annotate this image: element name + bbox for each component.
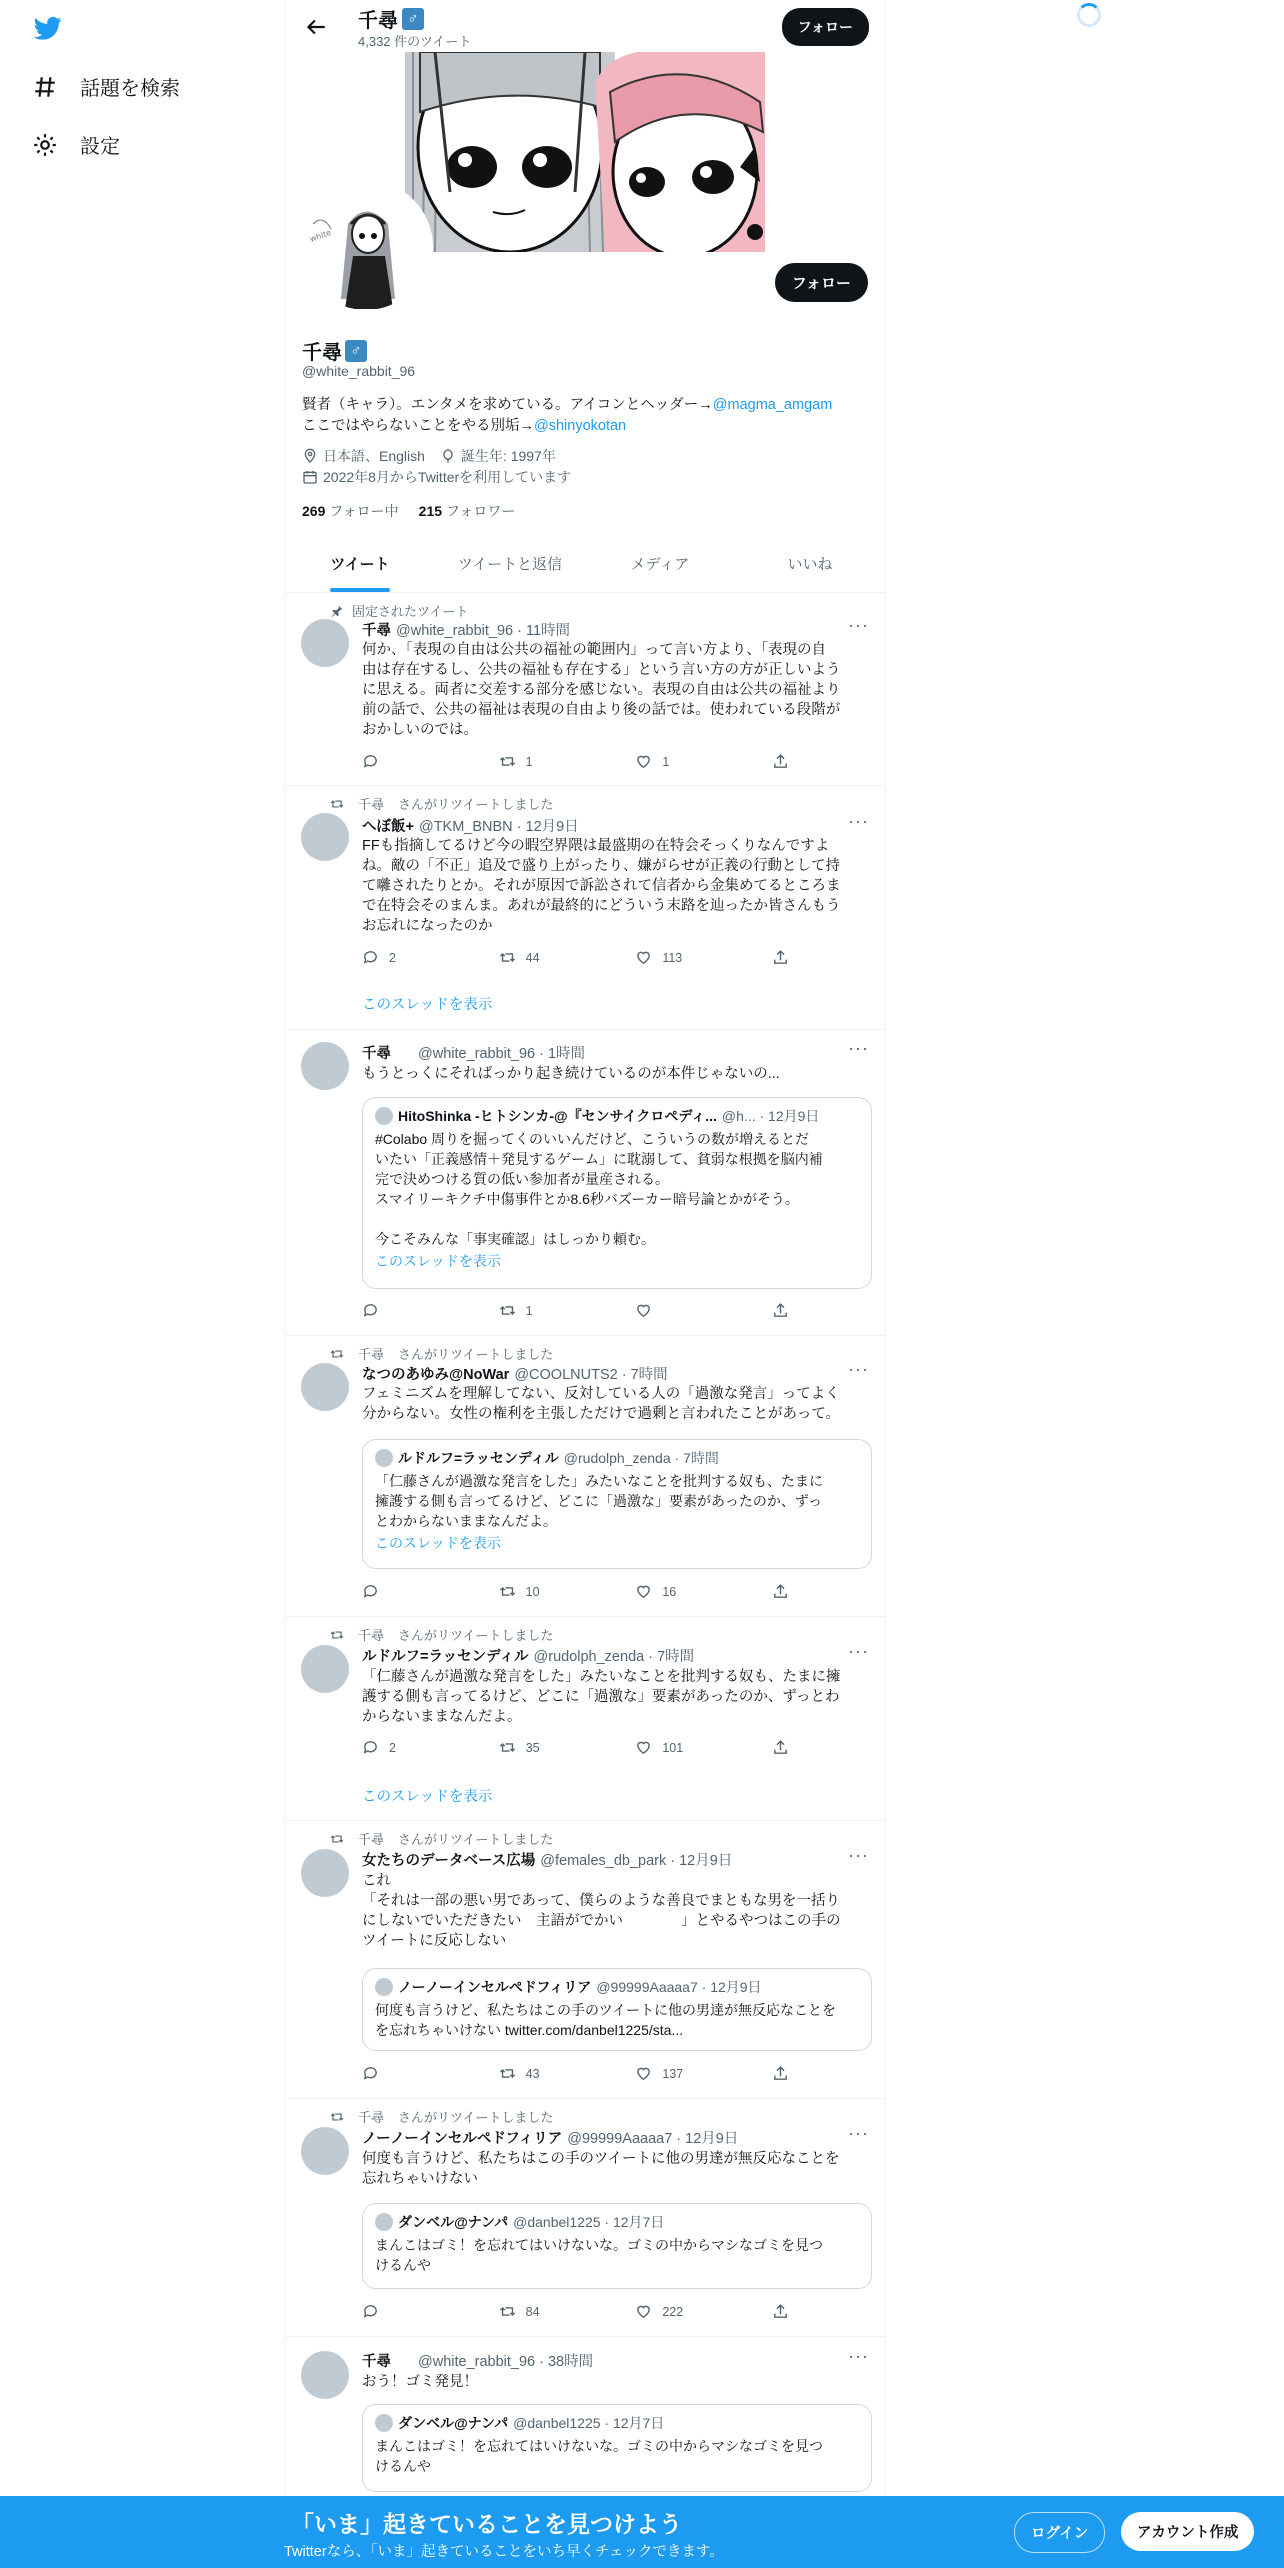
pinned-label: 固定されたツイート — [352, 604, 469, 619]
show-thread-link[interactable]: このスレッドを表示 — [362, 1789, 493, 1805]
heart-icon — [635, 2065, 652, 2082]
tweet-item[interactable] — [285, 1617, 885, 1821]
location-pin-icon — [302, 448, 318, 464]
tweet-actions — [362, 1302, 792, 1319]
retweet-context-label: さんがリツイートしました — [398, 2110, 554, 2125]
tweet-header — [362, 1363, 668, 1384]
more-options-icon[interactable]: ··· — [848, 2346, 869, 2366]
quote-author-name: ノーノーインセルペドフィリア — [398, 1979, 592, 1995]
tweet-header — [362, 1042, 585, 1063]
profile-follow-button[interactable]: フォロー — [775, 263, 868, 302]
nav-explore[interactable] — [32, 72, 180, 101]
header-name — [358, 4, 424, 33]
share-icon — [772, 753, 789, 770]
profile-birth: 誕生年: 1997年 — [460, 448, 556, 464]
quote-show-thread-link[interactable]: このスレッドを表示 — [375, 1253, 501, 1269]
tweet-author-handle[interactable]: @females_db_park · 12月9日 — [540, 1853, 733, 1869]
header-follow-button[interactable]: フォロー — [782, 8, 869, 46]
retweeter-name[interactable]: 千尋 — [358, 1832, 385, 1847]
like-count: 101 — [662, 1740, 684, 1755]
profile-languages: 日本語、English — [323, 448, 425, 464]
avatar[interactable] — [301, 2351, 349, 2399]
like-count: 222 — [662, 2304, 684, 2319]
quote-author-name: ダンベル@ナンパ — [398, 2415, 509, 2431]
like-count: 113 — [662, 950, 683, 965]
share-icon — [772, 1739, 789, 1756]
heart-icon — [635, 753, 652, 770]
tweet-author-handle[interactable]: @rudolph_zenda · 7時間 — [533, 1649, 695, 1665]
quoted-tweet[interactable] — [362, 1968, 872, 2051]
retweet-icon — [330, 2110, 344, 2124]
retweeter-name[interactable]: 千尋 — [358, 1347, 385, 1362]
quote-author-handle: @99999Aaaaa7 · 12月9日 — [596, 1979, 762, 1995]
retweeter-name[interactable]: 千尋 — [358, 2110, 385, 2125]
tweet-actions — [362, 1739, 792, 1756]
avatar-illustration — [303, 184, 429, 310]
tweet-author-handle[interactable]: @TKM_BNBN · 12月9日 — [418, 819, 579, 835]
tweet-context — [330, 1344, 553, 1363]
retweet-icon — [499, 1302, 516, 1319]
nav-settings-label: 設定 — [80, 136, 120, 158]
tweet-actions — [362, 949, 792, 966]
like-button[interactable] — [635, 2303, 725, 2320]
more-options-icon[interactable]: ··· — [848, 2123, 869, 2143]
signup-banner — [0, 2496, 1284, 2568]
quoted-tweet[interactable] — [362, 1439, 872, 1569]
svg-text:white: white — [308, 227, 333, 244]
retweet-icon — [499, 1739, 516, 1756]
more-options-icon[interactable]: ··· — [848, 615, 869, 635]
nav-settings[interactable] — [32, 130, 120, 159]
tweet-author-handle[interactable]: @white_rabbit_96 · 11時間 — [396, 623, 571, 639]
tweet-header — [362, 815, 579, 836]
retweet-count: 44 — [525, 950, 540, 965]
like-button[interactable] — [635, 1739, 725, 1756]
followers-link[interactable] — [419, 501, 516, 521]
login-button[interactable]: ログイン — [1014, 2512, 1105, 2553]
signup-banner-title: 「いま」起きていることを見つけよう — [291, 2511, 682, 2537]
retweet-icon — [499, 753, 516, 770]
tweet-author-handle[interactable]: @white_rabbit_96 · 1時間 — [418, 1046, 586, 1062]
avatar[interactable] — [301, 1849, 349, 1897]
profile-avatar[interactable] — [299, 180, 433, 314]
quote-avatar — [375, 1978, 393, 1996]
tweet-author-handle[interactable]: @white_rabbit_96 · 38時間 — [418, 2354, 594, 2370]
quote-author-handle: @rudolph_zenda · 7時間 — [563, 1450, 719, 1466]
like-count: 1 — [662, 754, 670, 769]
reply-button[interactable] — [362, 2303, 452, 2320]
quote-avatar — [375, 1107, 393, 1125]
male-sign-emoji: ♂ — [402, 8, 424, 30]
header-tweet-count: 4,332 件のツイート — [358, 34, 472, 49]
reply-button[interactable] — [362, 949, 452, 966]
tab-tweets-and-replies[interactable]: ツイートと返信 — [457, 556, 563, 573]
quoted-tweet[interactable] — [362, 2404, 872, 2492]
share-button[interactable] — [772, 753, 792, 770]
profile-male-sign-emoji: ♂ — [345, 340, 367, 362]
show-thread-link[interactable]: このスレッドを表示 — [362, 997, 493, 1013]
share-button[interactable] — [772, 1583, 792, 1600]
avatar[interactable] — [301, 619, 349, 667]
share-button[interactable] — [772, 1739, 792, 1756]
retweet-icon — [330, 1347, 344, 1361]
heart-icon — [635, 949, 652, 966]
avatar[interactable] — [301, 1042, 349, 1090]
avatar[interactable] — [301, 1363, 349, 1411]
reply-button[interactable] — [362, 1583, 452, 1600]
share-button[interactable] — [772, 949, 792, 966]
like-button[interactable] — [635, 1583, 725, 1600]
quoted-tweet[interactable] — [362, 1097, 872, 1289]
more-options-icon[interactable]: ··· — [848, 811, 869, 831]
quote-author-handle: @h... · 12月9日 — [721, 1108, 820, 1124]
like-button[interactable] — [635, 753, 725, 770]
profile-bio — [302, 395, 872, 437]
quote-author-name: ダンベル@ナンパ — [398, 2214, 509, 2230]
retweet-count: 1 — [525, 1303, 533, 1318]
heart-icon — [635, 1302, 652, 1319]
avatar[interactable] — [301, 813, 349, 861]
quote-text: #Colabo 周りを掘ってくのいいんだけど、こういうの数が増えるとだ いたい「正義感情＋発見するゲーム」に耽溺して、貧弱な根拠を脳内補 完で決めつける質の低い参加者が量産される。 スマイリーキクチ中傷事件とか8.6秒バズーカー暗号論とかがそう。 今こそみんな「事実確認」はしっかり頼む。 — [375, 1131, 823, 1247]
tweet-author-name[interactable]: ルドルフ=ラッセンディル — [362, 1649, 529, 1665]
like-count: 16 — [662, 1584, 677, 1599]
share-button[interactable] — [772, 2303, 792, 2320]
retweet-button[interactable] — [499, 1302, 589, 1319]
loading-spinner-icon — [1077, 3, 1101, 27]
quote-text: 「仁藤さんが過激な発言をした」みたいなことを批判する奴も、たまに 擁護する側も言ってるけど、どこに「過激な」要素があったのか、ずっ とわからないままなんだよ。 — [375, 1473, 823, 1529]
tweet-actions — [362, 2303, 792, 2320]
reply-icon — [362, 2065, 379, 2082]
share-button[interactable] — [772, 2065, 792, 2082]
like-count: 137 — [662, 2066, 684, 2081]
retweet-button[interactable] — [499, 1739, 589, 1756]
tweet-item[interactable] — [285, 2337, 885, 2517]
retweet-icon — [330, 797, 344, 811]
tweet-context — [330, 1625, 553, 1644]
reply-button[interactable] — [362, 753, 452, 770]
pin-icon — [330, 604, 344, 618]
retweet-icon — [330, 1628, 344, 1642]
tweet-item[interactable] — [285, 2099, 885, 2337]
tab-likes[interactable]: いいね — [787, 556, 833, 573]
share-icon — [772, 2303, 789, 2320]
retweet-count: 1 — [525, 754, 533, 769]
profile-stats — [302, 501, 515, 521]
retweet-button[interactable] — [499, 949, 589, 966]
quote-show-thread-link[interactable]: このスレッドを表示 — [375, 1535, 501, 1551]
reply-icon — [362, 1739, 379, 1756]
following-count: 269 — [302, 503, 326, 519]
tweet-header — [362, 2350, 593, 2371]
retweet-count: 10 — [525, 1584, 540, 1599]
tweet-item[interactable] — [285, 1821, 885, 2099]
quote-author-name: ルドルフ=ラッセンディル — [398, 1450, 559, 1466]
quote-author-handle: @danbel1225 · 12月7日 — [513, 2214, 665, 2230]
followers-label: フォロワー — [446, 503, 516, 519]
retweeter-name[interactable]: 千尋 — [358, 1628, 385, 1643]
more-options-icon[interactable]: ··· — [848, 1641, 869, 1661]
create-account-button[interactable]: アカウント作成 — [1121, 2512, 1254, 2551]
retweet-context-label: さんがリツイートしました — [398, 797, 554, 812]
tweet-author-name[interactable]: 千尋 — [362, 2354, 391, 2370]
tweet-item[interactable] — [285, 786, 885, 1030]
tweet-actions — [362, 2065, 792, 2082]
reply-button[interactable] — [362, 1739, 452, 1756]
tweet-text: もうとっくにそればっかり起き続けているのが本件じゃないの... — [362, 1066, 780, 1082]
like-button[interactable] — [635, 1302, 725, 1319]
quote-header — [375, 1448, 859, 1468]
more-options-icon[interactable]: ··· — [848, 1038, 869, 1058]
tweet-author-name[interactable]: 女たちのデータベース広場 — [362, 1853, 536, 1869]
retweet-button[interactable] — [499, 2065, 589, 2082]
retweet-icon — [330, 1832, 344, 1846]
retweet-icon — [499, 949, 516, 966]
main-column — [284, 0, 885, 2568]
reply-icon — [362, 2303, 379, 2320]
quote-header — [375, 1106, 859, 1126]
retweet-count: 35 — [525, 1740, 540, 1755]
avatar[interactable] — [301, 2127, 349, 2175]
calendar-icon — [302, 469, 318, 485]
profile-handle: @white_rabbit_96 — [302, 363, 416, 379]
retweet-button[interactable] — [499, 2303, 589, 2320]
tweet-text: 「仁藤さんが過激な発言をした」みたいなことを批判する奴も、たまに擁 護する側も言ってるけど、どこに「過激な」要素があったのか、ずっとわ からないままなんだよ。 — [362, 1669, 841, 1725]
retweet-icon — [499, 2303, 516, 2320]
bio-link-shinyokotan[interactable]: @shinyokotan — [534, 418, 627, 434]
quote-avatar — [375, 1449, 393, 1467]
tweet-context — [330, 794, 553, 813]
tweet-item[interactable] — [285, 593, 885, 786]
heart-icon — [635, 1583, 652, 1600]
more-options-icon[interactable]: ··· — [848, 1845, 869, 1865]
tweet-author-handle[interactable]: @COOLNUTS2 · 7時間 — [514, 1367, 668, 1383]
tweet-author-handle[interactable]: @99999Aaaaa7 · 12月9日 — [567, 2131, 739, 2147]
tweet-text: フェミニズムを理解してない、反対している人の「過激な発言」ってよく 分からない。女性の権利を主張しただけで過剰と言われたことがあって。 — [362, 1386, 841, 1422]
profile-name — [302, 336, 367, 365]
back-arrow-icon[interactable] — [303, 14, 329, 40]
share-icon — [772, 2065, 789, 2082]
nav-explore-label: 話題を検索 — [80, 78, 180, 100]
quote-author-handle: @danbel1225 · 12月7日 — [513, 2415, 665, 2431]
bio-line-2: ここではやらないことをやる別垢→ — [302, 418, 534, 434]
retweet-icon — [499, 2065, 516, 2082]
tweet-header — [362, 619, 570, 640]
like-button[interactable] — [635, 949, 725, 966]
tweet-author-name[interactable]: へぼ飯+ — [362, 819, 414, 835]
profile-tabs — [285, 543, 885, 593]
tweet-header — [362, 1849, 732, 1870]
share-icon — [772, 1583, 789, 1600]
retweet-button[interactable] — [499, 753, 589, 770]
tweet-author-name[interactable]: 千尋 — [362, 623, 391, 639]
reply-count: 2 — [389, 950, 396, 965]
signup-banner-subtitle: Twitterなら、「いま」起きていることをいち早くチェックできます。 — [284, 2544, 724, 2560]
reply-icon — [362, 1583, 379, 1600]
tweet-author-name[interactable]: 千尋 — [362, 1046, 391, 1062]
share-icon — [772, 1302, 789, 1319]
tab-media[interactable]: メディア — [630, 556, 690, 573]
tweet-header — [362, 1645, 694, 1666]
bio-link-magma[interactable]: @magma_amgam — [712, 397, 833, 413]
top-header — [285, 0, 885, 52]
heart-icon — [635, 2303, 652, 2320]
quote-text: 何度も言うけど、私たちはこの手のツイートに他の男達が無反応なことを を忘れちゃいけない twitter.com/danbel1225/sta... — [375, 2002, 837, 2038]
following-link[interactable] — [302, 501, 399, 521]
reply-icon — [362, 753, 379, 770]
tweet-text: 何度も言うけど、私たちはこの手のツイートに他の男達が無反応なことを 忘れちゃいけない — [362, 2151, 840, 2187]
like-button[interactable] — [635, 2065, 725, 2082]
tweet-context — [330, 601, 468, 620]
quote-avatar — [375, 2414, 393, 2432]
tweet-item[interactable] — [285, 1336, 885, 1617]
following-label: フォロー中 — [329, 503, 399, 519]
retweet-count: 43 — [525, 2066, 540, 2081]
quote-author-name: HitoShinka -ヒトシンカ-@『センサイクロペディ... — [398, 1108, 717, 1124]
tweet-author-name[interactable]: なつのあゆみ@NoWar — [362, 1367, 510, 1383]
share-button[interactable] — [772, 1302, 792, 1319]
reply-count: 2 — [389, 1740, 396, 1755]
quote-avatar — [375, 2213, 393, 2231]
gear-icon — [32, 132, 58, 158]
tweet-header — [362, 2127, 738, 2148]
tweet-text: 何か、「表現の自由は公共の福祉の範囲内」って言い方より、「表現の自 由は存在するし、公共の福祉も存在する」という言い方の方が正しいよう に思える。両者に交差する部分を感じない。表現の自由は公共の福祉より 前の話で、公共の福祉は表現の自由より後の話では。使われている段階が おかしいのでは。 — [362, 642, 841, 738]
retweet-context-label: さんがリツイートしました — [398, 1628, 554, 1643]
retweet-context-label: さんがリツイートしました — [398, 1347, 554, 1362]
tweet-text: これ 「それは一部の悪い男であって、僕らのような善良でまともな男を一括り にしないでいただきたい 主語がでかい 」とやるやつはこの手の ツイートに反応しない — [362, 1873, 841, 1949]
quoted-tweet[interactable] — [362, 2203, 872, 2289]
retweet-count: 84 — [525, 2304, 540, 2319]
tweet-actions — [362, 1583, 792, 1600]
reply-button[interactable] — [362, 2065, 452, 2082]
reply-button[interactable] — [362, 1302, 452, 1319]
quote-text: まんこはゴミ！を忘れてはいけないな。ゴミの中からマシなゴミを見つ けるんや — [375, 2237, 823, 2273]
tweet-actions — [362, 753, 792, 770]
bio-line-1: 賢者（キャラ）。エンタメを求めている。アイコンとヘッダー→ — [302, 397, 713, 413]
profile-meta — [302, 446, 571, 488]
tweet-item[interactable] — [285, 1030, 885, 1336]
heart-icon — [635, 1739, 652, 1756]
more-options-icon[interactable]: ··· — [848, 1359, 869, 1379]
retweet-context-label: さんがリツイートしました — [398, 1832, 554, 1847]
tweet-text: おう！ゴミ発見！ — [362, 2374, 478, 2390]
header-name-text: 千尋 — [358, 10, 398, 32]
hashtag-icon — [32, 74, 58, 100]
tab-tweets[interactable]: ツイート — [285, 543, 435, 592]
reply-icon — [362, 1302, 379, 1319]
quote-header — [375, 1977, 859, 1997]
quote-header — [375, 2212, 859, 2232]
retweeter-name[interactable]: 千尋 — [358, 797, 385, 812]
tweet-context — [330, 1829, 553, 1848]
share-icon — [772, 949, 789, 966]
balloon-icon — [440, 448, 456, 464]
reply-icon — [362, 949, 379, 966]
followers-count: 215 — [418, 503, 443, 519]
quote-text: まんこはゴミ！を忘れてはいけないな。ゴミの中からマシなゴミを見つ けるんや — [375, 2438, 823, 2474]
retweet-icon — [499, 1583, 516, 1600]
retweet-button[interactable] — [499, 1583, 589, 1600]
avatar[interactable] — [301, 1645, 349, 1693]
tweet-context — [330, 2107, 553, 2126]
profile-joined: 2022年8月からTwitterを利用しています — [323, 469, 572, 485]
tweet-author-name[interactable]: ノーノーインセルペドフィリア — [362, 2131, 563, 2147]
twitter-bird-icon[interactable] — [32, 14, 64, 42]
tweet-text: FFも指摘してるけど今の暇空界隈は最盛期の在特会そっくりなんですよ ね。敵の「不正」追及で盛り上がったり、嫌がらせが正義の行動として持 て囃されたりとか。それが原因で訴訟されて信者から金集めてるところま で在特会そのまんま。あれが最終的にどういう末路を辿ったか皆さんもう お忘れになったのか — [362, 838, 841, 934]
quote-header — [375, 2413, 859, 2433]
profile-name-text: 千尋 — [302, 342, 342, 364]
